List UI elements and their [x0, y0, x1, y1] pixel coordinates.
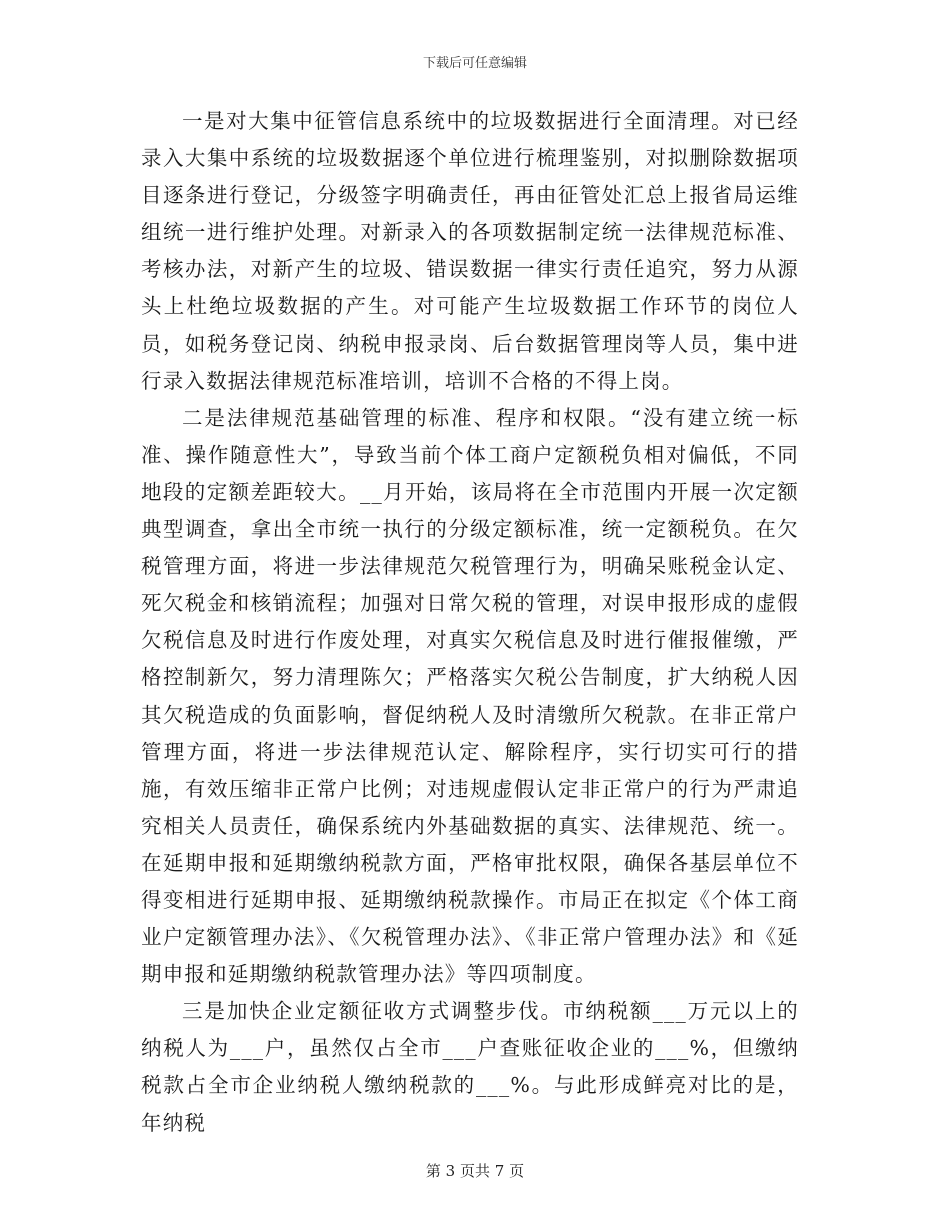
document-body: [141, 103, 799, 1142]
paragraph-2: 二是法律规范基础管理的标准、程序和权限。“没有建立统一标准、操作随意性大”，导致当前个体工商户定额税负相对偏低，不同地段的定额差距较大。__月开始，该局将在全市范围内开展一次定额典型调查，拿出全市统一执行的分级定额标准，统一定额税负。在欠税管理方面，将进一步法律规范欠税管理行为，明确呆账税金认定、死欠税金和核销流程；加强对日常欠税的管理，对误申报形成的虚假欠税信息及时进行作废处理，对真实欠税信息及时进行催报催缴，严格控制新欠，努力清理陈欠；严格落实欠税公告制度，扩大纳税人因其欠税造成的负面影响，督促纳税人及时清缴所欠税款。在非正常户管理方面，将进一步法律规范认定、解除程序，实行切实可行的措施，有效压缩非正常户比例；对违规虚假认定非正常户的行为严肃追究相关人员责任，确保系统内外基础数据的真实、法律规范、统一。在延期申报和延期缴纳税款方面，严格审批权限，确保各基层单位不得变相进行延期申报、延期缴纳税款操作。市局正在拟定《个体工商业户定额管理办法》、《欠税管理办法》、《非正常户管理办法》和《延期申报和延期缴纳税款管理办法》等四项制度。: [141, 405, 799, 987]
page-header: 下载后可任意编辑: [422, 56, 527, 71]
paragraph-3: 三是加快企业定额征收方式调整步伐。市纳税额___万元以上的纳税人为___户，虽然仅占全市___户查账征收企业的___%，但缴纳税款占全市企业纳税人缴纳税款的___%。与此形成鲜亮对比的是，年纳税: [141, 999, 799, 1135]
page-number-footer: 第 3 页共 7 页: [425, 1162, 525, 1180]
paragraph-1: 一是对大集中征管信息系统中的垃圾数据进行全面清理。对已经录入大集中系统的垃圾数据逐个单位进行梳理鉴别，对拟删除数据项目逐条进行登记，分级签字明确责任，再由征管处汇总上报省局运维组统一进行维护处理。对新录入的各项数据制定统一法律规范标准、考核办法，对新产生的垃圾、错误数据一律实行责任追究，努力从源头上杜绝垃圾数据的产生。对可能产生垃圾数据工作环节的岗位人员，如税务登记岗、纳税申报录岗、后台数据管理岗等人员，集中进行录入数据法律规范标准培训，培训不合格的不得上岗。: [141, 109, 799, 393]
